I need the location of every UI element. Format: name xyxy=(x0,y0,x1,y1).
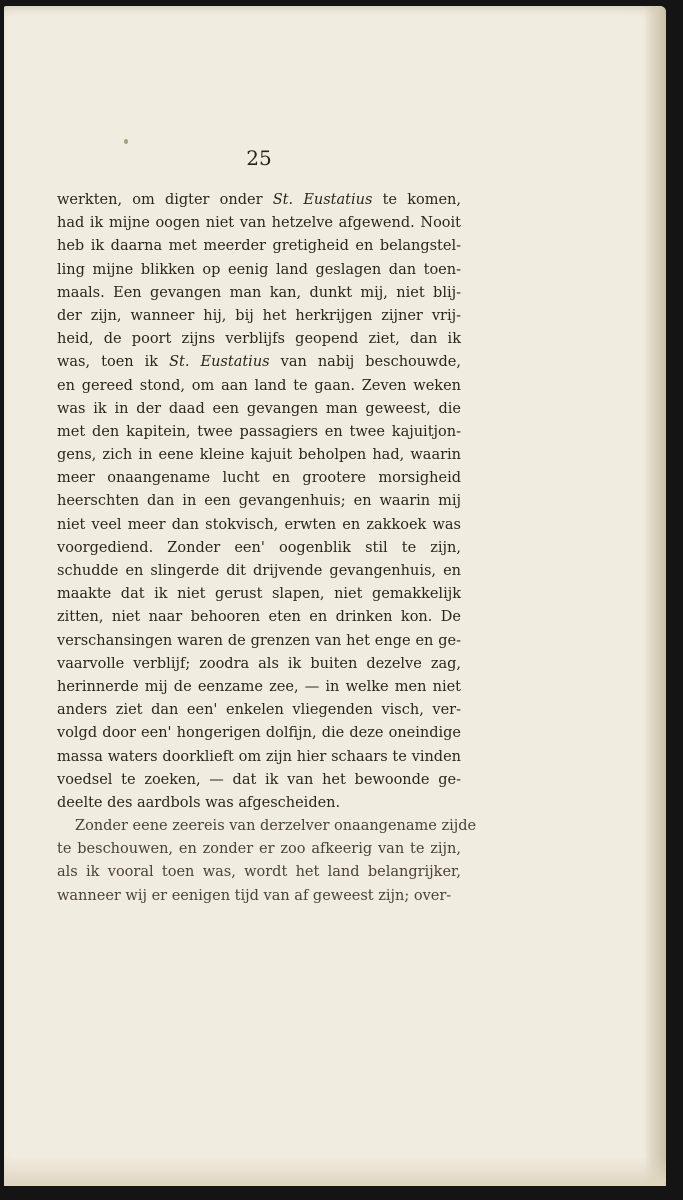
page-bottom-shadow xyxy=(4,1156,666,1186)
text-line: had ik mijne oogen niet van hetzelve afgewend. Nooit xyxy=(57,215,461,232)
paragraph xyxy=(57,815,477,908)
text-line: was ik in der daad een gevangen man geweest, die xyxy=(57,400,461,417)
text-line: anders ziet dan een' enkelen vliegenden visch, ver- xyxy=(57,702,461,719)
body-text xyxy=(57,189,477,908)
text-line: als ik vooral toen was, wordt het land belangrijker, xyxy=(57,864,461,881)
text-line: en gereed stond, om aan land te gaan. Zeven weken xyxy=(57,377,461,394)
text-line: gens, zich in eene kleine kajuit beholpen had, waarin xyxy=(57,447,461,464)
text-line: massa waters doorklieft om zijn hier schaars te vinden xyxy=(57,748,461,765)
text-line: maakte dat ik niet gerust slapen, niet gemakkelijk xyxy=(57,586,461,603)
page-edge-shadow xyxy=(644,6,666,1186)
text-line: was, toen ik St. Eustatius van nabij beschouwde, xyxy=(57,354,461,371)
text-line: meer onaangename lucht en grootere morsigheid xyxy=(57,470,461,487)
text-line: met den kapitein, twee passagiers en twee kajuitjon- xyxy=(57,423,461,440)
text-line: heid, de poort zijns verblijfs geopend ziet, dan ik xyxy=(57,331,461,348)
text-line: deelte des aardbols was afgescheiden. xyxy=(57,794,341,811)
text-line: verschansingen waren de grenzen van het enge en ge- xyxy=(57,632,461,649)
text-line: Zonder eene zeereis van derzelver onaangename zijde xyxy=(75,818,477,835)
text-line: zitten, niet naar behooren eten en drinken kon. De xyxy=(57,609,461,626)
text-line: niet veel meer dan stokvisch, erwten en zakkoek was xyxy=(57,516,461,533)
text-line: maals. Een gevangen man kan, dunkt mij, niet blij- xyxy=(57,284,461,301)
place-name: St. Eustatius xyxy=(272,192,373,208)
text-line: volgd door een' hongerigen dolfijn, die deze oneindige xyxy=(57,725,461,742)
text-line: te beschouwen, en zonder er zoo afkeerig van te zijn, xyxy=(57,841,461,858)
page-number: 25 xyxy=(246,146,272,170)
text-line: wanneer wij er eenigen tijd van af geweest zijn; over- xyxy=(57,887,452,904)
text-line: werkten, om digter onder St. Eustatius te komen, xyxy=(57,192,462,208)
text-line: voedsel te zoeken, — dat ik van het bewoonde ge- xyxy=(57,771,461,788)
text-line: heb ik daarna met meerder gretigheid en belangstel- xyxy=(57,238,461,255)
book-page xyxy=(4,6,666,1186)
text-line: schudde en slingerde dit drijvende gevangenhuis, en xyxy=(57,563,461,579)
ink-spot xyxy=(124,139,128,144)
place-name: St. Eustatius xyxy=(169,354,270,371)
text-line: voorgediend. Zonder een' oogenblik stil te zijn, xyxy=(57,539,461,556)
text-line: der zijn, wanneer hij, bij het herkrijgen zijner vrij- xyxy=(57,307,461,324)
text-line: ling mijne blikken op eenig land geslagen dan toen- xyxy=(57,261,461,278)
paragraph xyxy=(57,189,461,815)
text-line: vaarvolle verblijf; zoodra als ik buiten dezelve zag, xyxy=(57,655,461,672)
text-line: heerschten dan in een gevangenhuis; en waarin mij xyxy=(57,493,461,510)
text-line: herinnerde mij de eenzame zee, — in welke men niet xyxy=(57,678,461,695)
